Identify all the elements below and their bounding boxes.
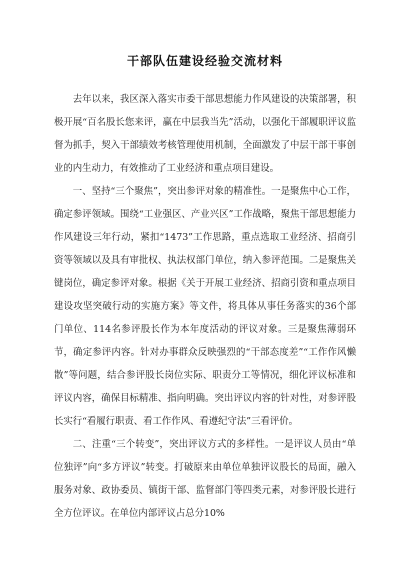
document-title: 干部队伍建设经验交流材料 xyxy=(126,54,283,68)
paragraph-section-two: 二、注重“三个转变”，突出评议方式的多样性。一是评议人员由“单位独评”向“多方评议”转变。打破原来由单位单独评议股长的局面，融入服务对象、政协委员、镇街干部、监督部门等四类元素，对参评股长进行全方位评议。在单位内部评议占总分10% xyxy=(54,439,356,519)
paragraph-section-one: 一、坚持“三个聚焦”，突出参评对象的精准性。一是聚焦中心工作，确定参评领域。围绕“工业强区、产业兴区”工作战略，聚焦干部思想能力作风建设三年行动，紧扣“1473”工作思路，重点选取工业经济、招商引资等领域以及具有审批权、执法权部门单位，纳入参评范围。二是聚焦关键岗位，确定参评对象。根据《关于开展工业经济、招商引资和重点项目建设攻坚突破行动的实施方案》等文件，将具体从事任务落实的36个部门单位、114名参评股长作为本年度活动的评议对象。三是聚焦薄弱环节，确定参评内容。针对办事群众反映强烈的“干部态度差”“工作作风懒散”等问题，结合参评股长岗位实际、职责分工等情况，细化评议标准和评议内容，确保目标精准、指向明确。突出评议内容的针对性，对参评股长实行“看履行职责、看工作作风、看遵纪守法”三看评价。 xyxy=(54,186,356,427)
paragraph-intro: 去年以来，我区深入落实市委干部思想能力作风建设的决策部署，积极开展“百名股长您来评，赢在中层我当先”活动，以强化干部履职评议监督为抓手，契入干部绩效考核管理使用机制，全面激发了中层干部干事创业的内生动力，有效推动了工业经济和重点项目建设。 xyxy=(54,94,356,174)
